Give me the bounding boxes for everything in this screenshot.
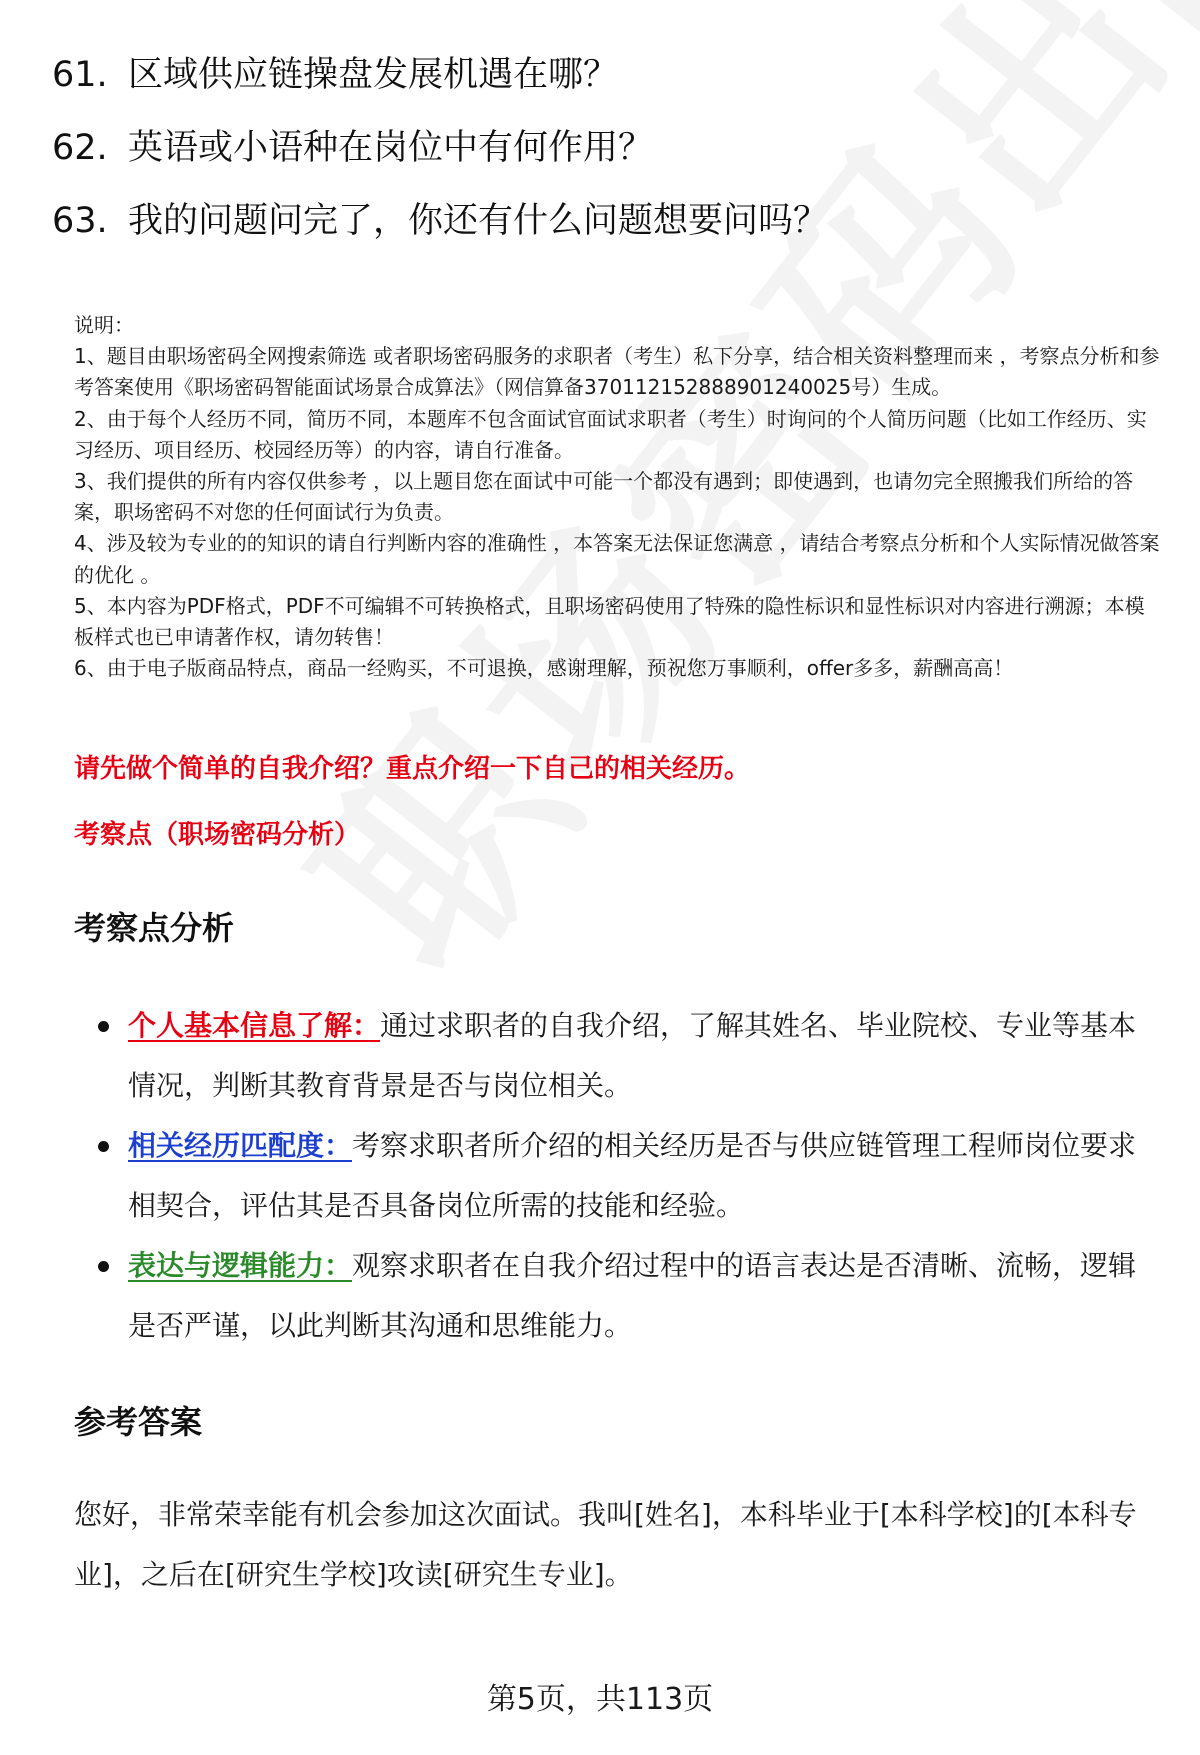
notes-title: 说明：	[74, 313, 134, 337]
note-item: 2、由于每个人经历不同，简历不同，本题库不包含面试官面试求职者（考生）时询问的个人简历问题（比如工作经历、实习经历、项目经历、校园经历等）的内容，请自行准备。	[74, 406, 1147, 462]
question-text: 英语或小语种在岗位中有何作用？	[128, 128, 654, 168]
question-number: 61.	[52, 55, 108, 95]
analysis-list	[98, 996, 1148, 1356]
note-item: 3、我们提供的所有内容仅供参考 ，以上题目您在面试中可能一个都没有遇到；即使遇到，也请勿完全照搬我们所给的答案，职场密码不对您的任何面试行为负责。	[74, 469, 1134, 525]
question-number: 62.	[52, 128, 108, 168]
interview-question-title: 请先做个简单的自我介绍？重点介绍一下自己的相关经历。	[74, 754, 751, 784]
answer-heading: 参考答案	[74, 1403, 203, 1441]
answer-text: 您好，非常荣幸能有机会参加这次面试。我叫[姓名]，本科毕业于[本科学校]的[本科专业]，之后在[研究生学校]攻读[研究生专业]。	[74, 1498, 1137, 1591]
question-item	[52, 55, 828, 95]
analysis-text: 通过求职者的自我介绍，了解其姓名、毕业院校、专业等基本情况，判断其教育背景是否与岗位相关。	[128, 1009, 1137, 1102]
question-text: 区域供应链操盘发展机遇在哪？	[128, 55, 619, 95]
note-item: 6、由于电子版商品特点，商品一经购买，不可退换，感谢理解，预祝您万事顺利，offer多多，薪酬高高！	[74, 656, 1014, 681]
analysis-heading: 考察点分析	[74, 909, 235, 947]
note-item: 4、涉及较为专业的的知识的请自行判断内容的准确性 ，本答案无法保证您满意 ，请结合考察点分析和个人实际情况做答案的优化 。	[74, 531, 1160, 587]
question-list	[52, 55, 828, 274]
analysis-label: 表达与逻辑能力：	[128, 1249, 353, 1282]
question-text: 我的问题问完了，你还有什么问题想要问吗？	[128, 201, 829, 241]
analysis-label: 个人基本信息了解：	[128, 1009, 381, 1042]
bullet-dot-icon	[98, 1141, 109, 1152]
analysis-text: 观察求职者在自我介绍过程中的语言表达是否清晰、流畅，逻辑是否严谨，以此判断其沟通和思维能力。	[128, 1249, 1137, 1342]
analysis-item	[98, 1236, 1148, 1356]
analysis-item	[98, 996, 1148, 1116]
analysis-text: 考察求职者所介绍的相关经历是否与供应链管理工程师岗位要求相契合，评估其是否具备岗位所需的技能和经验。	[128, 1129, 1137, 1222]
page-footer: 第5页，共113页	[486, 1682, 714, 1717]
note-item: 1、题目由职场密码全网搜索筛选 或者职场密码服务的求职者（考生）私下分享，结合相关资料整理而来 ，考察点分析和参考答案使用《职场密码智能面试场景合成算法》（网信算备370112152888901240025号）生成。	[74, 344, 1160, 400]
kaochadian-label: 考察点（职场密码分析）	[74, 820, 361, 850]
analysis-label: 相关经历匹配度：	[128, 1129, 353, 1162]
analysis-item	[98, 1116, 1148, 1236]
bullet-dot-icon	[98, 1261, 109, 1272]
question-item	[52, 128, 828, 168]
bullet-dot-icon	[98, 1021, 109, 1032]
question-item	[52, 201, 828, 241]
notes-block	[74, 310, 1164, 684]
question-number: 63.	[52, 201, 108, 241]
note-item: 5、本内容为PDF格式，PDF不可编辑不可转换格式，且职场密码使用了特殊的隐性标识和显性标识对内容进行溯源；本模板样式也已申请著作权，请勿转售！	[74, 593, 1145, 650]
